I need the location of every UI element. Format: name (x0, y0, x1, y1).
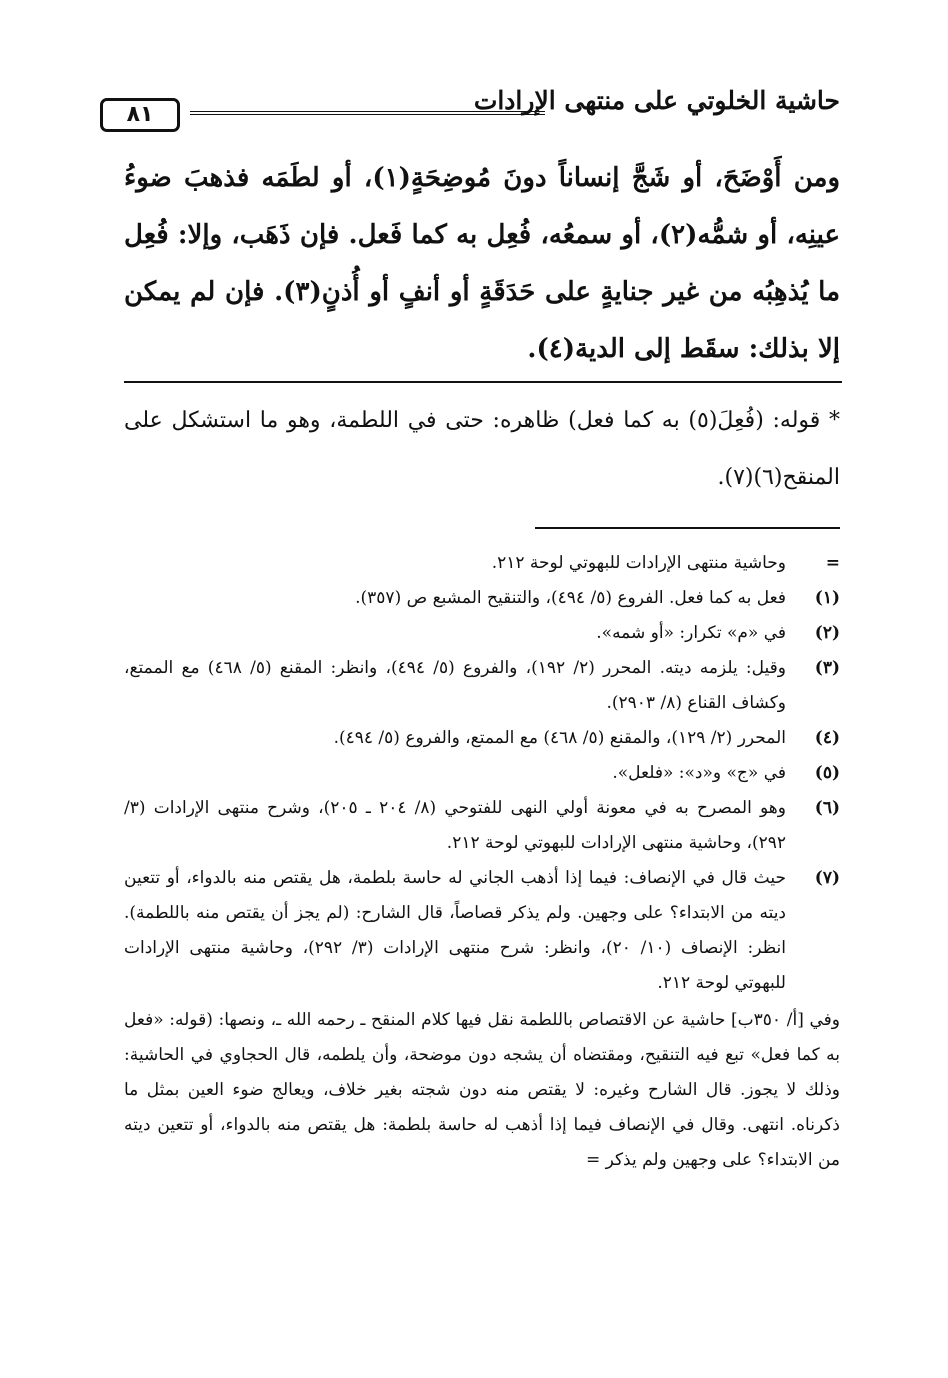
footnote-text: وهو المصرح به في معونة أولي النهى للفتوحي (٨/ ٢٠٤ ـ ٢٠٥)، وشرح منتهى الإرادات (٣/ ٢٩٢)، وحاشية منتهى الإرادات للبهوتي لوحة ٢١٢. (124, 798, 786, 853)
footnote-number: (٤) (814, 728, 840, 748)
footnote-number: = (825, 553, 840, 573)
footnote-text: المحرر (٢/ ١٢٩)، والمقنع (٥/ ٤٦٨) مع الممتع، والفروع (٥/ ٤٩٤). (333, 728, 786, 748)
running-title: حاشية الخلوتي على منتهى الإرادات (473, 86, 840, 115)
footnote-text: وقيل: يلزمه ديته. المحرر (٢/ ١٩٢)، والفروع (٥/ ٤٩٤)، وانظر: المقنع (٥/ ٤٦٨) مع الممتع، وكشاف القناع (٨/ ٢٩٠٣). (124, 658, 786, 713)
footnote-text: حيث قال في الإنصاف: فيما إذا أذهب الجاني له حاسة بلطمة، هل يقتص منه بالدواء، أو تتعين ديته من الابتداء؟ على وجهين. ولم يذكر قصاصاً، قال الشارح: (لم يجز أن يقتص منه باللطمة). انظر: الإنصاف (١٠/ ٢٠)، وانظر: شرح منتهى الإرادات (٣/ ٢٩٢)، وحاشية منتهى الإرادات للبهوتي لوحة ٢١٢. (124, 868, 786, 993)
footnote (124, 581, 840, 616)
footnote (124, 651, 840, 721)
footnote-number: (٦) (814, 798, 840, 818)
footnote-text: في «م» تكرار: «أو شمه». (596, 623, 786, 643)
footnote-number: (٥) (814, 763, 840, 783)
footnote-text: فعل به كما فعل. الفروع (٥/ ٤٩٤)، والتنقيح المشبع ص (٣٥٧). (355, 588, 786, 608)
footnote-number: (٣) (814, 658, 840, 678)
footnote (124, 616, 840, 651)
commentary: * قوله: (فُعِلَ(٥) به كما فعل) ظاهره: حتى في اللطمة، وهو ما استشكل على المنقح(٦)(٧). (124, 408, 840, 490)
page-header (100, 78, 840, 128)
main-text: ومن أَوْضَحَ، أو شَجَّ إنساناً دونَ مُوضِحَةٍ(١)، أو لطَمَه فذهبَ ضوءُ عينِه، أو شمُّه(٢)، أو سمعُه، فُعِل به كما فَعل. فإن ذَهَب، وإلا: فُعِل ما يُذهِبُه من غير جنايةٍ على حَدَقَةٍ أو أنفٍ أو أُذنٍ(٣). فإن لم يمكن إلا بذلك: سقَط إلى الدية(٤). (124, 163, 841, 364)
footnote-number: (٧) (814, 868, 840, 888)
footnote-continuation: وفي [أ/ ٣٥٠ب] حاشية عن الاقتصاص باللطمة نقل فيها كلام المنقح ـ رحمه الله ـ، ونصها: (قوله: «فعل به كما فعل» تبع فيه التنقيح، ومقتضاه أن يشجه دون موضحة، وأن يلطمه، قال الحجاوي في الحاشية: وذلك لا يجوز. قال الشارح وغيره: لا يقتص منه دون شجته بغير خلاف، ويعالج ضوء العين بمثل ما ذكرناه. انتهى. وقال في الإنصاف فيما إذا أذهب له حاسة بلطمة: هل يقتص منه بالدواء، أو تتعين ديته من الابتداء؟ على وجهين ولم يذكر = (124, 1010, 840, 1170)
footnote (124, 546, 840, 581)
page-number: ٨١ (100, 98, 180, 132)
footnote-text: في «ج» و«د»: «فلعل». (612, 763, 786, 783)
header-double-rule (190, 111, 545, 115)
footnote (124, 861, 840, 1001)
footnote-number: (١) (814, 588, 840, 608)
footnote-separator-rule (535, 527, 840, 529)
footnote (124, 721, 840, 756)
footnotes (124, 546, 840, 1178)
footnote (124, 756, 840, 791)
footnote-number: (٢) (814, 623, 840, 643)
footnote-text: وحاشية منتهى الإرادات للبهوتي لوحة ٢١٢. (491, 553, 786, 573)
footnote (124, 791, 840, 861)
main-separator-rule (124, 381, 842, 383)
